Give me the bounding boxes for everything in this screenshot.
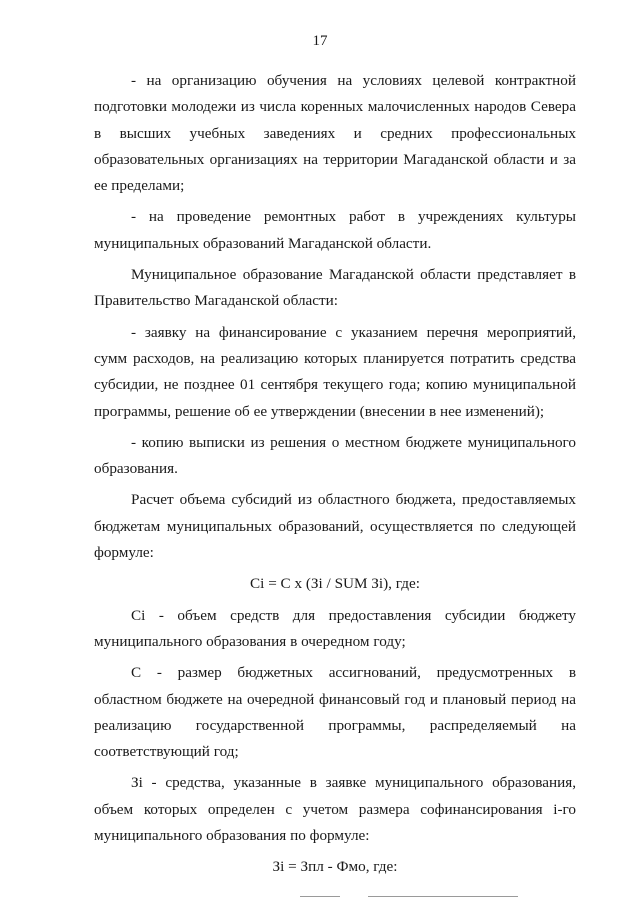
formula-zi: Зi = Зпл - Фмо, где:: [272, 858, 398, 876]
paragraph-submission-intro: Муниципальное образование Магаданской области представляет в Правительство Магаданской области:: [94, 266, 576, 310]
definition-c: С - размер бюджетных ассигнований, предусмотренных в областном бюджете на очередной финансовый год и плановый период на реализацию государственной программы, распределяемый на соответствующий год;: [94, 664, 576, 761]
paragraph-calculation-intro: Расчет объема субсидий из областного бюджета, предоставляемых бюджетам муниципальных образований, осуществляется по следующей формуле:: [94, 491, 576, 562]
footer-rule-right: [368, 896, 518, 897]
paragraph-budget-extract-clause: - копию выписки из решения о местном бюджете муниципального образования.: [94, 433, 576, 478]
page-number: 17: [312, 33, 328, 49]
paragraph-training-clause: - на организацию обучения на условиях целевой контрактной подготовки молодежи из числа коренных малочисленных народов Севера в высших учебных заведениях и средних профессиональных образовательных организациях на территории Магаданской области и за ее пределами;: [94, 72, 576, 195]
footer-rule-left: [300, 896, 340, 897]
formula-subsidy: Ci = C x (Зi / SUM Зi), где:: [250, 575, 420, 593]
definition-ci: Ci - объем средств для предоставления субсидии бюджету муниципального образования в очередном году;: [94, 606, 576, 650]
paragraph-application-clause: - заявку на финансирование с указанием перечня мероприятий, сумм расходов, на реализацию которых планируется потратить средства субсидии, не позднее 01 сентября текущего года; копию муниципальной программы, решение об ее утверждении (внесении в нее изменений);: [94, 323, 576, 420]
page-body: [94, 68, 576, 886]
definition-zi: Зi - средства, указанные в заявке муниципального образования, объем которых определен с учетом размера софинансирования i-го муниципального образования по формуле:: [94, 774, 576, 845]
paragraph-repair-clause: - на проведение ремонтных работ в учреждениях культуры муниципальных образований Магаданской области.: [94, 208, 576, 252]
